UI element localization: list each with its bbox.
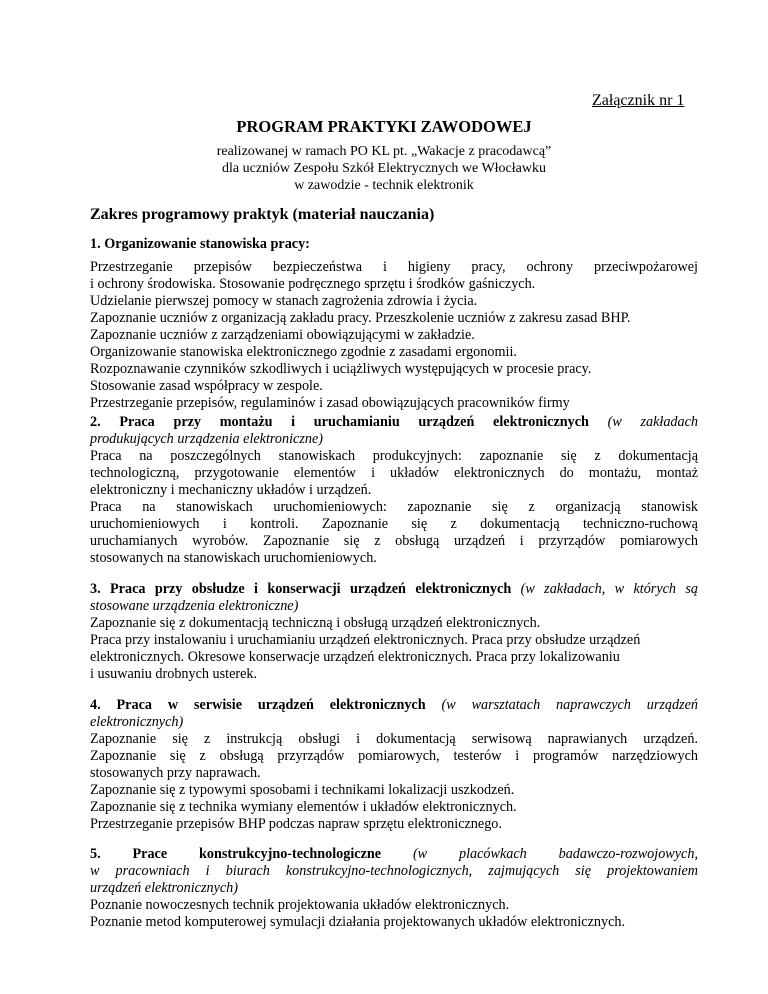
section-3-note: (w zakładach, w których są	[520, 581, 699, 597]
section-5-note: urządzeń elektronicznych)	[90, 880, 239, 896]
document-title: PROGRAM PRAKTYKI ZAWODOWEJ	[236, 117, 532, 136]
section-3-note: stosowane urządzenia elektroniczne)	[90, 598, 299, 614]
subtitle-line-1: realizowanej w ramach PO KL pt. „Wakacje z pracodawcą”	[216, 144, 552, 159]
section-3-heading: 3. Praca przy obsłudze i konserwacji urządzeń elektronicznych	[90, 581, 512, 597]
section-4-line: Zapoznanie się z obsługą przyrządów pomiarowych, testerów i programów narzędziowych	[90, 748, 698, 764]
section-3-line: Zapoznanie się z dokumentacją techniczną i obsługą urządzeń elektronicznych.	[90, 615, 541, 631]
section-4-heading: 4. Praca w serwisie urządzeń elektronicznych	[90, 697, 426, 713]
section-2-note: produkujących urządzenia elektroniczne)	[90, 431, 323, 447]
section-4-note: elektronicznych)	[90, 714, 184, 730]
section-3-note-line	[90, 598, 698, 615]
section-2-line: elektroniczny i mechaniczny układów i urządzeń.	[90, 482, 372, 498]
section-2-line: technologiczną, przygotowanie elementów i układów elektronicznych do montażu, montaż	[90, 465, 698, 481]
section-2-line: stosowanych na stanowiskach uruchomieniowych.	[90, 550, 377, 566]
section-4-note-line	[90, 714, 698, 731]
section-4	[90, 697, 698, 833]
section-5	[90, 846, 698, 931]
section-1-line: Stosowanie zasad współpracy w zespole.	[90, 378, 323, 394]
section-1-line: Przestrzeganie przepisów, regulaminów i zasad obowiązujących pracowników firmy	[90, 395, 570, 411]
section-1-line: Organizowanie stanowiska elektronicznego zgodnie z zasadami ergonomii.	[90, 344, 517, 360]
section-1-line: i ochrony środowiska. Stosowanie podręcznego sprzętu i środków gaśniczych.	[90, 276, 536, 292]
subtitle-line-2: dla uczniów Zespołu Szkół Elektrycznych we Włocławku	[222, 161, 546, 176]
section-5-note: w pracowniach i biurach konstrukcyjno-technologicznych, zajmujących się projektowaniem	[90, 863, 698, 879]
section-5-note: (w placówkach badawczo-rozwojowych,	[412, 846, 698, 862]
scope-heading: Zakres programowy praktyk (materiał nauczania)	[90, 206, 435, 223]
section-4-line: Zapoznanie się z typowymi sposobami i technikami lokalizacji uszkodzeń.	[90, 782, 515, 798]
section-5-line: Poznanie nowoczesnych technik projektowania układów elektronicznych.	[90, 897, 510, 913]
section-4-line: stosowanych przy naprawach.	[90, 765, 261, 781]
section-2-line: uruchomieniowych i kontroli. Zapoznanie się z dokumentacją techniczno-ruchową	[90, 516, 698, 532]
section-5-heading-line	[90, 846, 698, 863]
section-1-body	[90, 259, 698, 412]
section-3-heading-line	[90, 581, 698, 598]
section-5-heading: 5. Prace konstrukcyjno-technologiczne	[90, 846, 382, 862]
section-1-line: Przestrzeganie przepisów bezpieczeństwa i higieny pracy, ochrony przeciwpożarowej	[90, 259, 698, 275]
section-2-line: Praca na poszczególnych stanowiskach produkcyjnych: zapoznanie się z dokumentacją	[90, 448, 698, 464]
section-2	[90, 414, 698, 567]
section-4-note: (w warsztatach naprawczych urządzeń	[441, 697, 699, 713]
section-5-note-line	[90, 880, 698, 897]
section-4-heading-line	[90, 697, 698, 714]
section-1-line: Zapoznanie uczniów z zarządzeniami obowiązującymi w zakładzie.	[90, 327, 475, 343]
section-2-note: (w zakładach	[607, 414, 698, 430]
section-1	[90, 236, 698, 253]
section-1-line: Udzielanie pierwszej pomocy w stanach zagrożenia zdrowia i życia.	[90, 293, 478, 309]
section-4-line: Przestrzeganie przepisów BHP podczas napraw sprzętu elektronicznego.	[90, 816, 502, 832]
section-2-line: Praca na stanowiskach uruchomieniowych: zapoznanie się z organizacją stanowisk	[90, 499, 698, 515]
section-5-line: Poznanie metod komputerowej symulacji działania projektowanych układów elektronicznych.	[90, 914, 626, 930]
section-2-heading: 2. Praca przy montażu i uruchamianiu urządzeń elektronicznych	[90, 414, 589, 430]
section-1-line: Rozpoznawanie czynników szkodliwych i uciążliwych występujących w procesie pracy.	[90, 361, 592, 377]
section-2-line: uruchamianych wyrobów. Zapoznanie się z obsługą urządzeń i przyrządów pomiarowych	[90, 533, 698, 549]
subtitle-line-3: w zawodzie - technik elektronik	[294, 178, 474, 193]
section-4-line: Zapoznanie się z instrukcją obsługi i dokumentacją serwisową naprawianych urządzeń.	[90, 731, 698, 747]
section-1-line: Zapoznanie uczniów z organizacją zakładu pracy. Przeszkolenie uczniów z zakresu zasad BHP.	[90, 310, 631, 326]
section-2-heading-line	[90, 414, 698, 431]
section-3-line: elektronicznych. Okresowe konserwacje urządzeń elektronicznych. Praca przy lokalizowaniu	[90, 649, 620, 665]
section-1-heading: 1. Organizowanie stanowiska pracy:	[90, 236, 310, 252]
section-3-line: Praca przy instalowaniu i uruchamianiu urządzeń elektronicznych. Praca przy obsłudze urządzeń	[90, 632, 641, 648]
section-3-line: i usuwaniu drobnych usterek.	[90, 666, 258, 682]
section-2-note-line	[90, 431, 698, 448]
section-3	[90, 581, 698, 683]
annex-label: Załącznik nr 1	[592, 92, 685, 109]
section-4-line: Zapoznanie się z technika wymiany elementów i układów elektronicznych.	[90, 799, 517, 815]
section-5-note-line	[90, 863, 698, 880]
